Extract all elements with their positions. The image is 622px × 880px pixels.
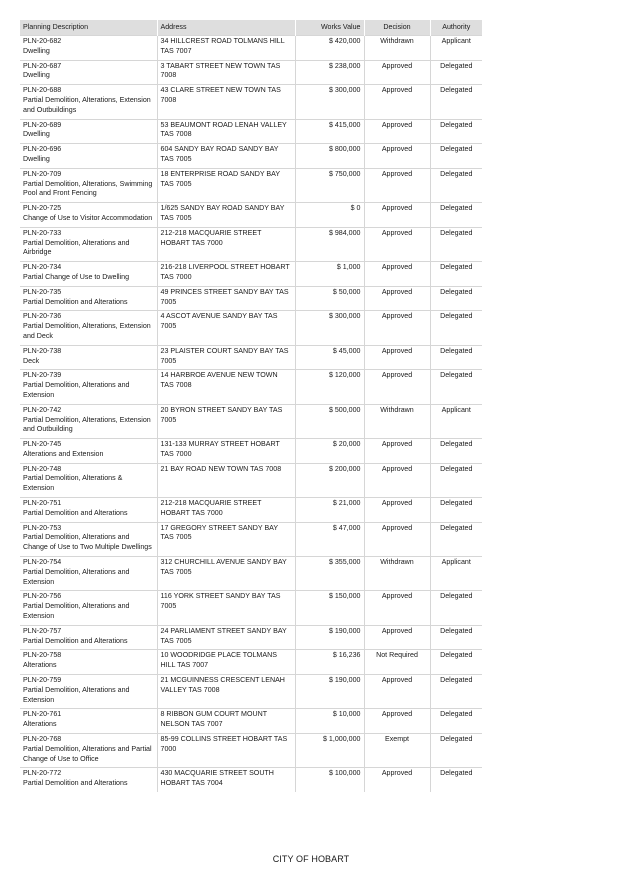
cell-authority: Delegated — [430, 522, 482, 556]
cell-authority: Delegated — [430, 734, 482, 768]
application-description: Partial Demolition, Alterations & Extension — [23, 474, 123, 493]
cell-works-value: $ 420,000 — [295, 36, 364, 61]
cell-works-value: $ 45,000 — [295, 345, 364, 370]
cell-decision: Withdrawn — [364, 36, 430, 61]
cell-authority: Delegated — [430, 370, 482, 404]
cell-address: 116 YORK STREET SANDY BAY TAS 7005 — [157, 591, 295, 625]
cell-authority: Delegated — [430, 498, 482, 523]
cell-decision: Approved — [364, 311, 430, 345]
cell-planning-description — [20, 439, 157, 464]
cell-works-value: $ 1,000 — [295, 262, 364, 287]
cell-address: 212-218 MACQUARIE STREET HOBART TAS 7000 — [157, 498, 295, 523]
cell-works-value: $ 300,000 — [295, 85, 364, 119]
cell-authority: Delegated — [430, 463, 482, 497]
cell-planning-description — [20, 345, 157, 370]
cell-authority: Delegated — [430, 591, 482, 625]
table-row — [20, 709, 482, 734]
header-planning-description: Planning Description — [20, 20, 157, 36]
cell-address: 604 SANDY BAY ROAD SANDY BAY TAS 7005 — [157, 144, 295, 169]
application-id: PLN-20-759 — [23, 676, 62, 685]
cell-works-value: $ 190,000 — [295, 625, 364, 650]
cell-works-value: $ 750,000 — [295, 168, 364, 202]
cell-decision: Approved — [364, 345, 430, 370]
application-description: Alterations and Extension — [23, 449, 104, 458]
cell-decision: Approved — [364, 709, 430, 734]
application-id: PLN-20-709 — [23, 169, 62, 178]
cell-planning-description — [20, 262, 157, 287]
application-id: PLN-20-754 — [23, 558, 62, 567]
cell-authority: Delegated — [430, 286, 482, 311]
application-id: PLN-20-733 — [23, 228, 62, 237]
cell-authority: Delegated — [430, 650, 482, 675]
cell-authority: Delegated — [430, 262, 482, 287]
cell-decision: Approved — [364, 370, 430, 404]
cell-planning-description — [20, 85, 157, 119]
application-description: Dwelling — [23, 71, 50, 80]
cell-works-value: $ 10,000 — [295, 709, 364, 734]
cell-decision: Approved — [364, 625, 430, 650]
table-row — [20, 227, 482, 261]
cell-works-value: $ 238,000 — [295, 60, 364, 85]
cell-decision: Approved — [364, 85, 430, 119]
cell-decision: Not Required — [364, 650, 430, 675]
cell-decision: Approved — [364, 144, 430, 169]
header-decision: Decision — [364, 20, 430, 36]
cell-planning-description — [20, 286, 157, 311]
cell-planning-description — [20, 650, 157, 675]
table-header-row — [20, 20, 482, 36]
cell-authority: Delegated — [430, 203, 482, 228]
cell-decision: Approved — [364, 591, 430, 625]
cell-decision: Approved — [364, 168, 430, 202]
cell-address: 20 BYRON STREET SANDY BAY TAS 7005 — [157, 404, 295, 438]
application-id: PLN-20-753 — [23, 523, 62, 532]
cell-decision: Approved — [364, 203, 430, 228]
cell-authority: Delegated — [430, 625, 482, 650]
cell-decision: Withdrawn — [364, 557, 430, 591]
application-description: Partial Demolition and Alterations — [23, 297, 128, 306]
cell-decision: Approved — [364, 227, 430, 261]
cell-address: 312 CHURCHILL AVENUE SANDY BAY TAS 7005 — [157, 557, 295, 591]
cell-works-value: $ 190,000 — [295, 675, 364, 709]
cell-authority: Delegated — [430, 345, 482, 370]
application-id: PLN-20-688 — [23, 86, 62, 95]
cell-works-value: $ 100,000 — [295, 768, 364, 792]
application-id: PLN-20-751 — [23, 499, 62, 508]
application-id: PLN-20-756 — [23, 592, 62, 601]
application-description: Partial Demolition, Alterations, Swimming Pool and Front Fencing — [23, 179, 153, 198]
cell-decision: Approved — [364, 60, 430, 85]
cell-decision: Approved — [364, 463, 430, 497]
cell-works-value: $ 355,000 — [295, 557, 364, 591]
cell-planning-description — [20, 36, 157, 61]
cell-decision: Approved — [364, 675, 430, 709]
cell-address: 21 MCGUINNESS CRESCENT LENAH VALLEY TAS 7008 — [157, 675, 295, 709]
cell-planning-description — [20, 168, 157, 202]
application-id: PLN-20-757 — [23, 626, 62, 635]
table-row — [20, 650, 482, 675]
page-footer: CITY OF HOBART — [272, 854, 350, 864]
cell-works-value: $ 300,000 — [295, 311, 364, 345]
cell-planning-description — [20, 463, 157, 497]
application-description: Partial Demolition, Alterations and Airbridge — [23, 238, 130, 257]
application-id: PLN-20-761 — [23, 710, 62, 719]
application-id: PLN-20-772 — [23, 769, 62, 778]
cell-planning-description — [20, 498, 157, 523]
application-description: Partial Demolition and Alterations — [23, 636, 128, 645]
cell-address: 43 CLARE STREET NEW TOWN TAS 7008 — [157, 85, 295, 119]
application-description: Alterations — [23, 720, 57, 729]
cell-planning-description — [20, 370, 157, 404]
cell-planning-description — [20, 227, 157, 261]
application-description: Partial Demolition and Alterations — [23, 508, 128, 517]
cell-address: 23 PLAISTER COURT SANDY BAY TAS 7005 — [157, 345, 295, 370]
table-row — [20, 439, 482, 464]
table-row — [20, 734, 482, 768]
cell-address: 21 BAY ROAD NEW TOWN TAS 7008 — [157, 463, 295, 497]
cell-decision: Exempt — [364, 734, 430, 768]
cell-address: 8 RIBBON GUM COURT MOUNT NELSON TAS 7007 — [157, 709, 295, 734]
cell-address: 131-133 MURRAY STREET HOBART TAS 7000 — [157, 439, 295, 464]
cell-authority: Applicant — [430, 557, 482, 591]
cell-authority: Delegated — [430, 675, 482, 709]
cell-works-value: $ 0 — [295, 203, 364, 228]
planning-applications-table — [20, 20, 482, 792]
header-works-value: Works Value — [295, 20, 364, 36]
header-address: Address — [157, 20, 295, 36]
application-description: Partial Demolition and Alterations — [23, 779, 128, 788]
cell-planning-description — [20, 675, 157, 709]
cell-works-value: $ 47,000 — [295, 522, 364, 556]
application-id: PLN-20-725 — [23, 204, 62, 213]
cell-authority: Delegated — [430, 60, 482, 85]
cell-authority: Delegated — [430, 227, 482, 261]
cell-address: 430 MACQUARIE STREET SOUTH HOBART TAS 7004 — [157, 768, 295, 792]
cell-works-value: $ 500,000 — [295, 404, 364, 438]
application-id: PLN-20-682 — [23, 37, 62, 45]
application-description: Partial Demolition, Alterations and Extension — [23, 381, 130, 399]
table-row — [20, 370, 482, 404]
cell-works-value: $ 800,000 — [295, 144, 364, 169]
application-id: PLN-20-689 — [23, 120, 62, 129]
cell-planning-description — [20, 144, 157, 169]
application-description: Dwelling — [23, 130, 50, 139]
table-row — [20, 311, 482, 345]
header-authority: Authority — [430, 20, 482, 36]
cell-address: 212-218 MACQUARIE STREET HOBART TAS 7000 — [157, 227, 295, 261]
cell-address: 1/625 SANDY BAY ROAD SANDY BAY TAS 7005 — [157, 203, 295, 228]
application-description: Dwelling — [23, 46, 50, 55]
application-id: PLN-20-758 — [23, 651, 62, 660]
table-row — [20, 522, 482, 556]
cell-works-value: $ 20,000 — [295, 439, 364, 464]
cell-authority: Delegated — [430, 439, 482, 464]
application-id: PLN-20-696 — [23, 145, 62, 154]
cell-planning-description — [20, 119, 157, 144]
table-row — [20, 675, 482, 709]
application-id: PLN-20-738 — [23, 346, 62, 355]
table-row — [20, 591, 482, 625]
table-row — [20, 144, 482, 169]
cell-planning-description — [20, 591, 157, 625]
cell-address: 49 PRINCES STREET SANDY BAY TAS 7005 — [157, 286, 295, 311]
cell-planning-description — [20, 734, 157, 768]
cell-planning-description — [20, 404, 157, 438]
cell-works-value: $ 150,000 — [295, 591, 364, 625]
cell-authority: Applicant — [430, 404, 482, 438]
cell-decision: Withdrawn — [364, 404, 430, 438]
cell-address: 85-99 COLLINS STREET HOBART TAS 7000 — [157, 734, 295, 768]
table-row — [20, 286, 482, 311]
table-row — [20, 85, 482, 119]
cell-decision: Approved — [364, 498, 430, 523]
cell-works-value: $ 16,236 — [295, 650, 364, 675]
table-row — [20, 36, 482, 61]
cell-planning-description — [20, 768, 157, 792]
cell-decision: Approved — [364, 286, 430, 311]
table-row — [20, 463, 482, 497]
application-id: PLN-20-748 — [23, 464, 62, 473]
cell-address: 4 ASCOT AVENUE SANDY BAY TAS 7005 — [157, 311, 295, 345]
table-row — [20, 203, 482, 228]
cell-authority: Delegated — [430, 168, 482, 202]
application-description: Change of Use to Visitor Accommodation — [23, 213, 153, 222]
cell-works-value: $ 415,000 — [295, 119, 364, 144]
cell-works-value: $ 21,000 — [295, 498, 364, 523]
cell-works-value: $ 200,000 — [295, 463, 364, 497]
table-body — [20, 36, 482, 793]
cell-authority: Delegated — [430, 144, 482, 169]
application-description: Partial Demolition, Alterations and Change of Use to Two Multiple Dwellings — [23, 533, 152, 552]
cell-address: 34 HILLCREST ROAD TOLMANS HILL TAS 7007 — [157, 36, 295, 61]
cell-address: 24 PARLIAMENT STREET SANDY BAY TAS 7005 — [157, 625, 295, 650]
application-id: PLN-20-768 — [23, 735, 62, 744]
application-description: Partial Demolition, Alterations and Extension — [23, 602, 130, 621]
table-row — [20, 768, 482, 792]
cell-planning-description — [20, 522, 157, 556]
application-description: Partial Demolition, Alterations and Partial Change of Use to Office — [23, 744, 152, 763]
table-row — [20, 625, 482, 650]
cell-authority: Delegated — [430, 85, 482, 119]
table-row — [20, 119, 482, 144]
cell-planning-description — [20, 60, 157, 85]
cell-address: 14 HARBROE AVENUE NEW TOWN TAS 7008 — [157, 370, 295, 404]
cell-works-value: $ 50,000 — [295, 286, 364, 311]
cell-address: 18 ENTERPRISE ROAD SANDY BAY TAS 7005 — [157, 168, 295, 202]
cell-decision: Approved — [364, 522, 430, 556]
application-id: PLN-20-739 — [23, 371, 62, 380]
application-id: PLN-20-745 — [23, 440, 62, 449]
cell-works-value: $ 984,000 — [295, 227, 364, 261]
cell-authority: Delegated — [430, 119, 482, 144]
cell-planning-description — [20, 625, 157, 650]
cell-decision: Approved — [364, 768, 430, 792]
cell-authority: Delegated — [430, 768, 482, 792]
cell-decision: Approved — [364, 262, 430, 287]
application-id: PLN-20-734 — [23, 263, 62, 272]
cell-planning-description — [20, 709, 157, 734]
table-row — [20, 168, 482, 202]
cell-planning-description — [20, 203, 157, 228]
application-description: Partial Demolition, Alterations and Extension — [23, 567, 130, 586]
application-description: Dwelling — [23, 154, 50, 163]
table-row — [20, 60, 482, 85]
cell-works-value: $ 1,000,000 — [295, 734, 364, 768]
application-id: PLN-20-736 — [23, 312, 62, 321]
application-description: Partial Demolition, Alterations, Extension and Outbuildings — [23, 95, 151, 114]
table-row — [20, 404, 482, 438]
cell-address: 216-218 LIVERPOOL STREET HOBART TAS 7000 — [157, 262, 295, 287]
application-description: Partial Change of Use to Dwelling — [23, 272, 130, 281]
application-description: Partial Demolition, Alterations and Extension — [23, 685, 130, 704]
cell-authority: Delegated — [430, 311, 482, 345]
application-description: Partial Demolition, Alterations, Extension and Outbuilding — [23, 415, 151, 434]
application-id: PLN-20-687 — [23, 61, 62, 70]
cell-decision: Approved — [364, 119, 430, 144]
cell-decision: Approved — [364, 439, 430, 464]
application-description: Partial Demolition, Alterations, Extension and Deck — [23, 322, 151, 340]
table-row — [20, 345, 482, 370]
cell-address: 17 GREGORY STREET SANDY BAY TAS 7005 — [157, 522, 295, 556]
cell-works-value: $ 120,000 — [295, 370, 364, 404]
table-row — [20, 498, 482, 523]
table-row — [20, 262, 482, 287]
application-description: Alterations — [23, 661, 57, 670]
application-id: PLN-20-735 — [23, 287, 62, 296]
application-description: Deck — [23, 356, 40, 365]
cell-planning-description — [20, 557, 157, 591]
cell-address: 10 WOODRIDGE PLACE TOLMANS HILL TAS 7007 — [157, 650, 295, 675]
cell-authority: Applicant — [430, 36, 482, 61]
application-id: PLN-20-742 — [23, 405, 62, 414]
cell-planning-description — [20, 311, 157, 345]
table-row — [20, 557, 482, 591]
cell-address: 53 BEAUMONT ROAD LENAH VALLEY TAS 7008 — [157, 119, 295, 144]
cell-address: 3 TABART STREET NEW TOWN TAS 7008 — [157, 60, 295, 85]
cell-authority: Delegated — [430, 709, 482, 734]
